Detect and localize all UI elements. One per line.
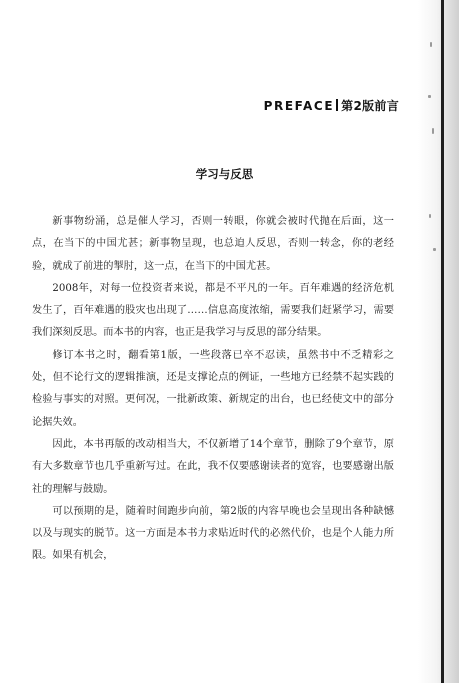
paragraph: 修订本书之时，翻看第1版，一些段落已卒不忍读，虽然书中不乏精彩之处，但不论行文的逻辑推演，还是支撑论点的例证，一些地方已经禁不起实践的检验与事实的对照。更何况，一批新政策、新规定的出台，也已经使文中的部分论据失效。 bbox=[32, 349, 394, 428]
paragraph: 新事物纷涌，总是催人学习，否则一转眼，你就会被时代抛在后面，这一点，在当下的中国尤甚；新事物呈现，也总迫人反思，否则一转念，你的老经验，就成了前进的掣肘，这一点，在当下的中国尤甚。 bbox=[32, 216, 394, 272]
scan-speck bbox=[430, 42, 432, 47]
paragraph: 因此，本书再版的改动相当大，不仅新增了14个章节，删除了9个章节，原有大多数章节也几乎重新写过。在此，我不仅要感谢读者的宽容，也要感谢出版社的理解与鼓励。 bbox=[32, 438, 394, 495]
page-header bbox=[264, 97, 399, 114]
paragraph: 可以预期的是，随着时间跑步向前，第2版的内容早晚也会呈现出各种缺憾以及与现实的脱节。这一方面是本书力求贴近时代的必然代价，也是个人能力所限。如果有机会， bbox=[32, 505, 394, 562]
header-english: PREFACE bbox=[263, 99, 335, 113]
page-binding-edge bbox=[441, 0, 444, 683]
header-chinese: 第2版前言 bbox=[341, 99, 399, 113]
page-edge-shadow bbox=[418, 0, 459, 683]
header-divider bbox=[336, 99, 338, 111]
body-text bbox=[32, 211, 394, 568]
paragraph: 2008年，对每一位投资者来说，都是不平凡的一年。百年难遇的经济危机发生了，百年难遇的股灾也出现了……信息高度浓缩，需要我们赶紧学习，需要我们深刻反思。而本书的内容，也正是我学习与反思的部分结果。 bbox=[32, 282, 394, 339]
scan-speck bbox=[429, 214, 431, 218]
scan-speck bbox=[433, 248, 436, 251]
scan-speck bbox=[432, 128, 434, 134]
scan-speck bbox=[428, 95, 431, 98]
section-title: 学习与反思 bbox=[195, 167, 254, 181]
